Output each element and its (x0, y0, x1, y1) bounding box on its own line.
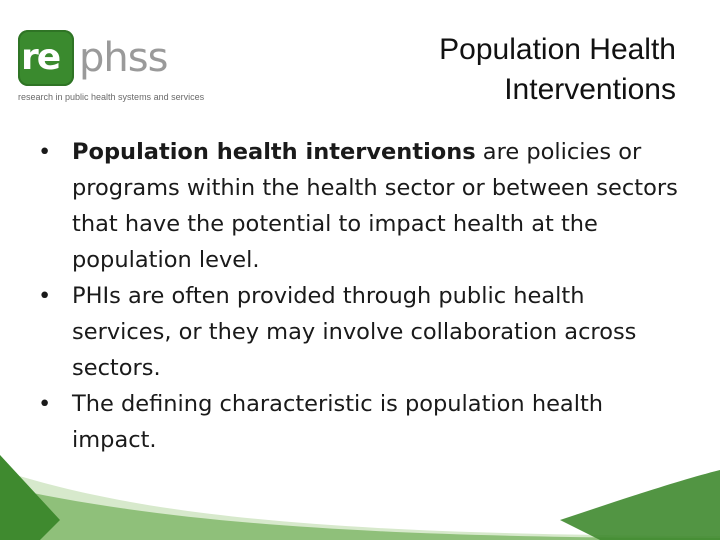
bullet-list (28, 134, 688, 458)
light-green-wave (0, 486, 720, 540)
bullet-text: The defining characteristic is population health impact. (72, 391, 604, 453)
bullet-text: PHIs are often provided through public health services, or they may involve collaboration across sectors. (72, 283, 637, 381)
bullet-bold-text: Population health interventions (72, 139, 476, 165)
logo-mark-text: re (21, 37, 60, 78)
pale-green-wave (0, 470, 720, 540)
bullet-item (28, 134, 688, 278)
title-line-2: Interventions (504, 73, 676, 106)
bullet-item (28, 386, 688, 458)
bullet-marker: • (38, 139, 52, 165)
right-green-wave (560, 470, 720, 540)
bullet-marker: • (38, 283, 52, 309)
title-line-1: Population Health (439, 33, 676, 66)
logo-brand-text: phss (79, 35, 168, 81)
slide-title (439, 30, 676, 110)
logo-tagline: research in public health systems and services (18, 92, 205, 102)
dark-green-wave (0, 455, 60, 540)
rephss-logo (18, 30, 218, 108)
bullet-item (28, 278, 688, 386)
bullet-marker: • (38, 391, 52, 417)
bullet-text: are policies or programs within the health sector or between sectors that have the potential to impact health at the population level. (72, 139, 678, 273)
